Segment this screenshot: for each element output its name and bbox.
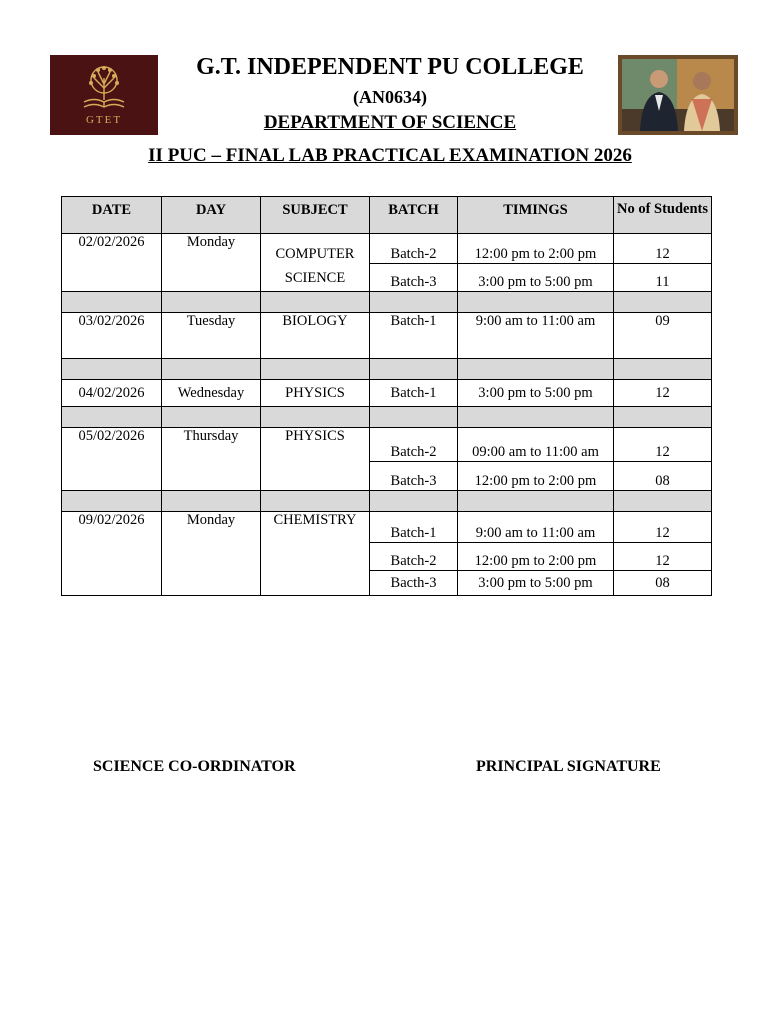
column-header-day: DAY [162,197,261,234]
students-cell: 08 [614,462,712,491]
batch-cell: Bacth-3 [370,571,458,596]
batch-cell: Batch-2 [370,234,458,264]
date-cell: 03/02/2026 [62,313,162,359]
students-cell: 12 [614,380,712,407]
day-cell: Monday [162,234,261,292]
timing-cell: 9:00 am to 11:00 am [458,512,614,543]
timing-cell: 3:00 pm to 5:00 pm [458,264,614,292]
science-coordinator-signature-label: SCIENCE CO-ORDINATOR [93,758,296,775]
date-cell: 04/02/2026 [62,380,162,407]
day-cell: Tuesday [162,313,261,359]
day-cell: Monday [162,512,261,596]
batch-cell: Batch-1 [370,512,458,543]
subject-cell: CHEMISTRY [261,512,370,596]
subject-cell: PHYSICS [261,380,370,407]
timing-cell: 9:00 am to 11:00 am [458,313,614,359]
batch-cell: Batch-1 [370,380,458,407]
batch-cell: Batch-2 [370,428,458,462]
department-name: DEPARTMENT OF SCIENCE [263,112,517,133]
table-row [62,428,712,462]
separator-row [62,407,712,428]
logo-text: GTET [85,114,123,126]
column-header-batch: BATCH [370,197,458,234]
exam-title: II PUC – FINAL LAB PRACTICAL EXAMINATION 2026 [148,145,632,166]
students-cell: 08 [614,571,712,596]
timing-cell: 09:00 am to 11:00 am [458,428,614,462]
table-row [62,234,712,264]
batch-cell: Batch-3 [370,264,458,292]
tree-book-icon [76,64,132,112]
batch-cell: Batch-1 [370,313,458,359]
principal-signature-label: PRINCIPAL SIGNATURE [476,758,661,775]
column-header-date: DATE [62,197,162,234]
table-row [62,512,712,543]
column-header-students: No of Students [614,197,712,234]
table-header-row [62,197,712,234]
college-logo [50,55,158,135]
batch-cell: Batch-2 [370,543,458,571]
column-header-subject: SUBJECT [261,197,370,234]
timing-cell: 3:00 pm to 5:00 pm [458,571,614,596]
separator-row [62,491,712,512]
separator-row [62,359,712,380]
table-row [62,380,712,407]
subject-cell: BIOLOGY [261,313,370,359]
date-cell: 09/02/2026 [62,512,162,596]
date-cell: 02/02/2026 [62,234,162,292]
students-cell: 09 [614,313,712,359]
timing-cell: 12:00 pm to 2:00 pm [458,234,614,264]
timing-cell: 12:00 pm to 2:00 pm [458,462,614,491]
day-cell: Thursday [162,428,261,491]
college-code: (AN0634) [353,87,427,107]
timing-cell: 12:00 pm to 2:00 pm [458,543,614,571]
batch-cell: Batch-3 [370,462,458,491]
students-cell: 12 [614,543,712,571]
students-cell: 11 [614,264,712,292]
subject-cell: PHYSICS [261,428,370,491]
college-name: G.T. INDEPENDENT PU COLLEGE [196,54,584,80]
date-cell: 05/02/2026 [62,428,162,491]
students-cell: 12 [614,512,712,543]
separator-row [62,292,712,313]
table-row [62,313,712,359]
founders-portrait [618,55,738,135]
day-cell: Wednesday [162,380,261,407]
timing-cell: 3:00 pm to 5:00 pm [458,380,614,407]
students-cell: 12 [614,234,712,264]
students-cell: 12 [614,428,712,462]
column-header-timings: TIMINGS [458,197,614,234]
subject-cell: COMPUTER SCIENCE [261,234,370,292]
exam-schedule-table [61,196,712,596]
